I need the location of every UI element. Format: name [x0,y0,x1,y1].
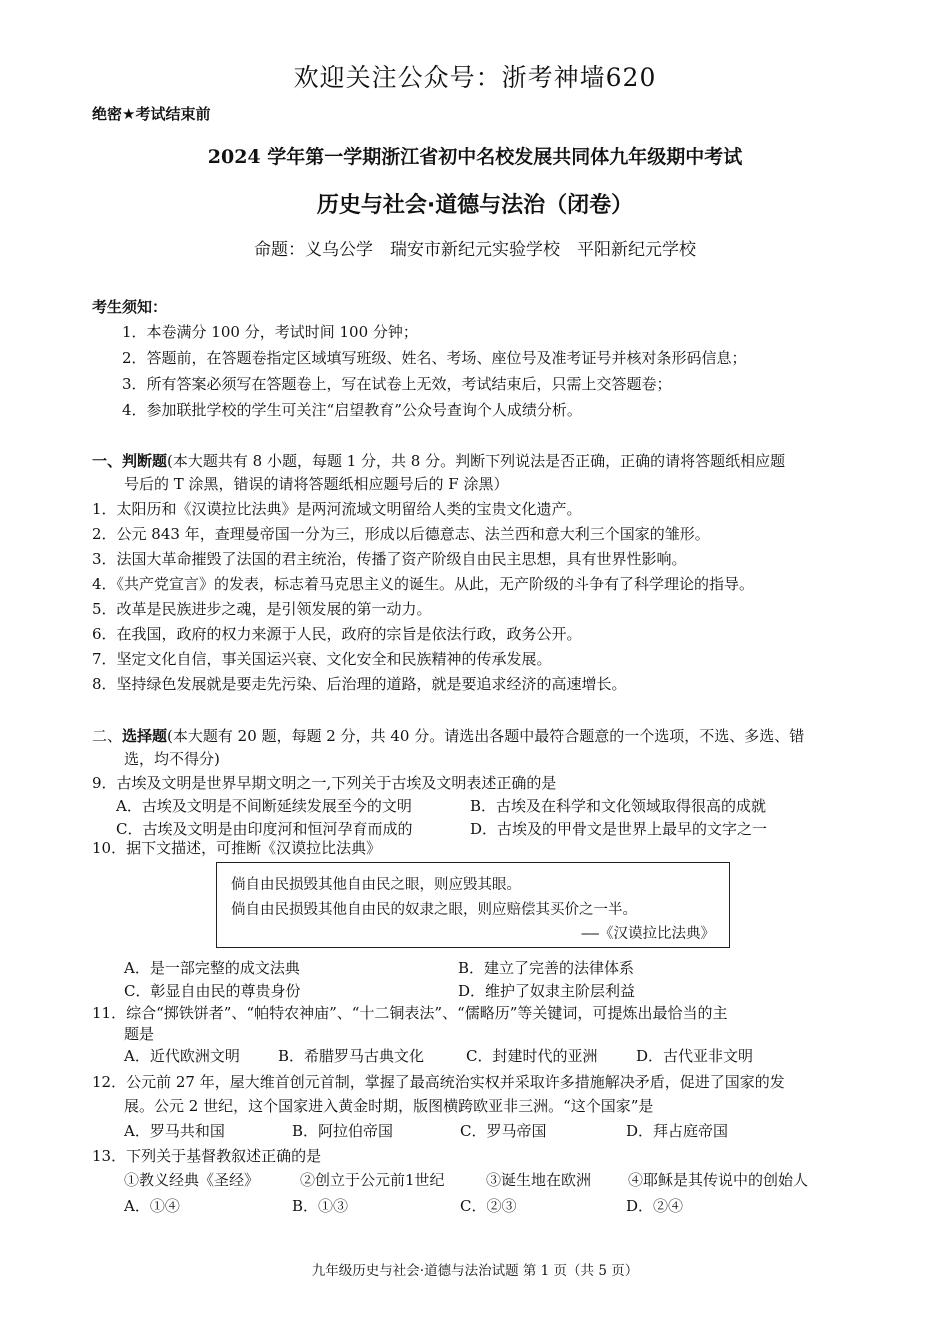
true-false-item: 1．太阳历和《汉谟拉比法典》是两河流域文明留给人类的宝贵文化遗产。 [92,500,582,518]
q9-option-b: B．古埃及在科学和文化领域取得很高的成就 [470,797,767,815]
confidential-label: 绝密★考试结束前 [92,105,211,123]
q13-option-b: B．①③ [292,1197,349,1215]
q12-stem: 12．公元前 27 年，屋大维首创元首制，掌握了最高统治实权并采取许多措施解决矛盾，促进了国家的发 [92,1073,785,1091]
q10-option-c: C．彰显自由民的尊贵身份 [124,982,301,1000]
notice-item: 4．参加联批学校的学生可关注“启望教育”公众号查询个人成绩分析。 [122,401,582,419]
q13-statement: ①教义经典《圣经》 [124,1171,260,1189]
section1-desc-line2: 号后的 T 涂黑，错误的请将答题纸相应题号后的 F 涂黑） [124,475,509,493]
q13-option-a: A．①④ [124,1197,180,1215]
q9-option-c: C．古埃及文明是由印度河和恒河孕育而成的 [116,820,413,838]
q10-stem: 10．据下文描述，可推断《汉谟拉比法典》 [92,839,382,857]
section2-desc: (本大题有 20 题，每题 2 分，共 40 分。请选出各题中最符合题意的一个选项，不选、多选、错 [167,727,805,745]
section2-header [92,726,804,746]
q10-option-b: B．建立了完善的法律体系 [458,959,635,977]
notice-heading: 考生须知： [92,298,168,316]
q12-stem-line2: 展。公元 2 世纪，这个国家进入黄金时期，版图横跨欧亚非三洲。“这个国家”是 [124,1097,654,1115]
q12-option-a: A．罗马共和国 [124,1122,225,1140]
q13-option-c: C．②③ [460,1197,517,1215]
q11-option-d: D．古代亚非文明 [636,1047,754,1065]
true-false-item: 6．在我国，政府的权力来源于人民，政府的宗旨是依法行政，政务公开。 [92,625,582,643]
notice-item: 3．所有答案必须写在答题卷上，写在试卷上无效，考试结束后，只需上交答题卷； [122,375,672,393]
q13-statement: ③诞生地在欧洲 [486,1171,592,1189]
true-false-item: 5．改革是民族进步之魂，是引领发展的第一动力。 [92,600,432,618]
q13-statement: ④耶稣是其传说中的创始人 [628,1171,809,1189]
true-false-item: 2．公元 843 年，查理曼帝国一分为三，形成以后德意志、法兰西和意大利三个国家的雏形。 [92,525,710,543]
true-false-item: 4．《共产党宣言》的发表，标志着马克思主义的诞生。从此，无产阶级的斗争有了科学理论的指导。 [92,575,755,593]
q13-stem: 13．下列关于基督教叙述正确的是 [92,1147,322,1165]
exam-title: 2024 学年第一学期浙江省初中名校发展共同体九年级期中考试 [207,146,743,168]
true-false-item: 8．坚持绿色发展就是要走先污染、后治理的道路，就是要追求经济的高速增长。 [92,675,627,693]
q9-option-a: A．古埃及文明是不间断延续发展至今的文明 [116,797,412,815]
true-false-item: 3．法国大革命摧毁了法国的君主统治，传播了资产阶级自由民主思想，具有世界性影响。 [92,550,687,568]
q13-option-d: D．②④ [626,1197,684,1215]
q11-option-c: C．封建时代的亚洲 [466,1047,598,1065]
section2-desc-line2: 选，均不得分) [124,750,220,768]
section2-label: 选择题 [122,727,168,745]
q11-option-b: B．希腊罗马古典文化 [278,1047,425,1065]
notice-item: 2．答题前，在答题卷指定区域填写班级、姓名、考场、座位号及准考证号并核对条形码信息； [122,349,747,367]
q12-option-d: D．拜占庭帝国 [626,1122,729,1140]
q12-option-b: B．阿拉伯帝国 [292,1122,394,1140]
page-footer: 九年级历史与社会·道德与法治试题 第 1 页（共 5 页） [311,1263,639,1279]
notice-item: 1．本卷满分 100 分，考试时间 100 分钟； [122,323,418,341]
section1-desc: (本大题共有 8 小题，每题 1 分，共 8 分。判断下列说法是否正确，正确的请将答题纸相应题 [167,452,786,470]
q10-option-a: A．是一部完整的成文法典 [124,959,300,977]
q10-option-d: D．维护了奴隶主阶层利益 [458,982,636,1000]
section1-header [92,451,785,471]
q10-quote-line: 倘自由民损毁其他自由民之眼，则应毁其眼。 [231,877,521,893]
q10-quote-line: 倘自由民损毁其他自由民的奴隶之眼，则应赔偿其买价之一半。 [231,902,637,918]
q10-quote-source: ——《汉谟拉比法典》 [581,926,715,942]
q12-option-c: C．罗马帝国 [460,1122,547,1140]
q11-option-a: A．近代欧洲文明 [124,1047,240,1065]
q9-option-d: D．古埃及的甲骨文是世界上最早的文字之一 [470,820,768,838]
q11-stem: 11．综合“掷铁饼者”、“帕特农神庙”、“十二铜表法”、“儒略历”等关键词，可提炼出最恰当的主 [92,1004,728,1022]
section1-label: 一、判断题 [92,452,168,470]
q9-stem: 9．古埃及文明是世界早期文明之一,下列关于古埃及文明表述正确的是 [92,774,557,792]
exam-subtitle: 历史与社会·道德与法治（闭卷） [316,193,634,218]
true-false-item: 7．坚定文化自信，事关国运兴衰、文化安全和民族精神的传承发展。 [92,650,552,668]
q11-stem-line2: 题是 [124,1025,155,1043]
exam-authors: 命题：义乌公学 瑞安市新纪元实验学校 平阳新纪元学校 [254,240,696,260]
section2-prefix: 二、 [92,727,123,745]
q10-quote-box [216,862,730,948]
watermark-banner: 欢迎关注公众号：浙考神墙620 [293,63,657,92]
q13-statement: ②创立于公元前1世纪 [300,1171,445,1189]
